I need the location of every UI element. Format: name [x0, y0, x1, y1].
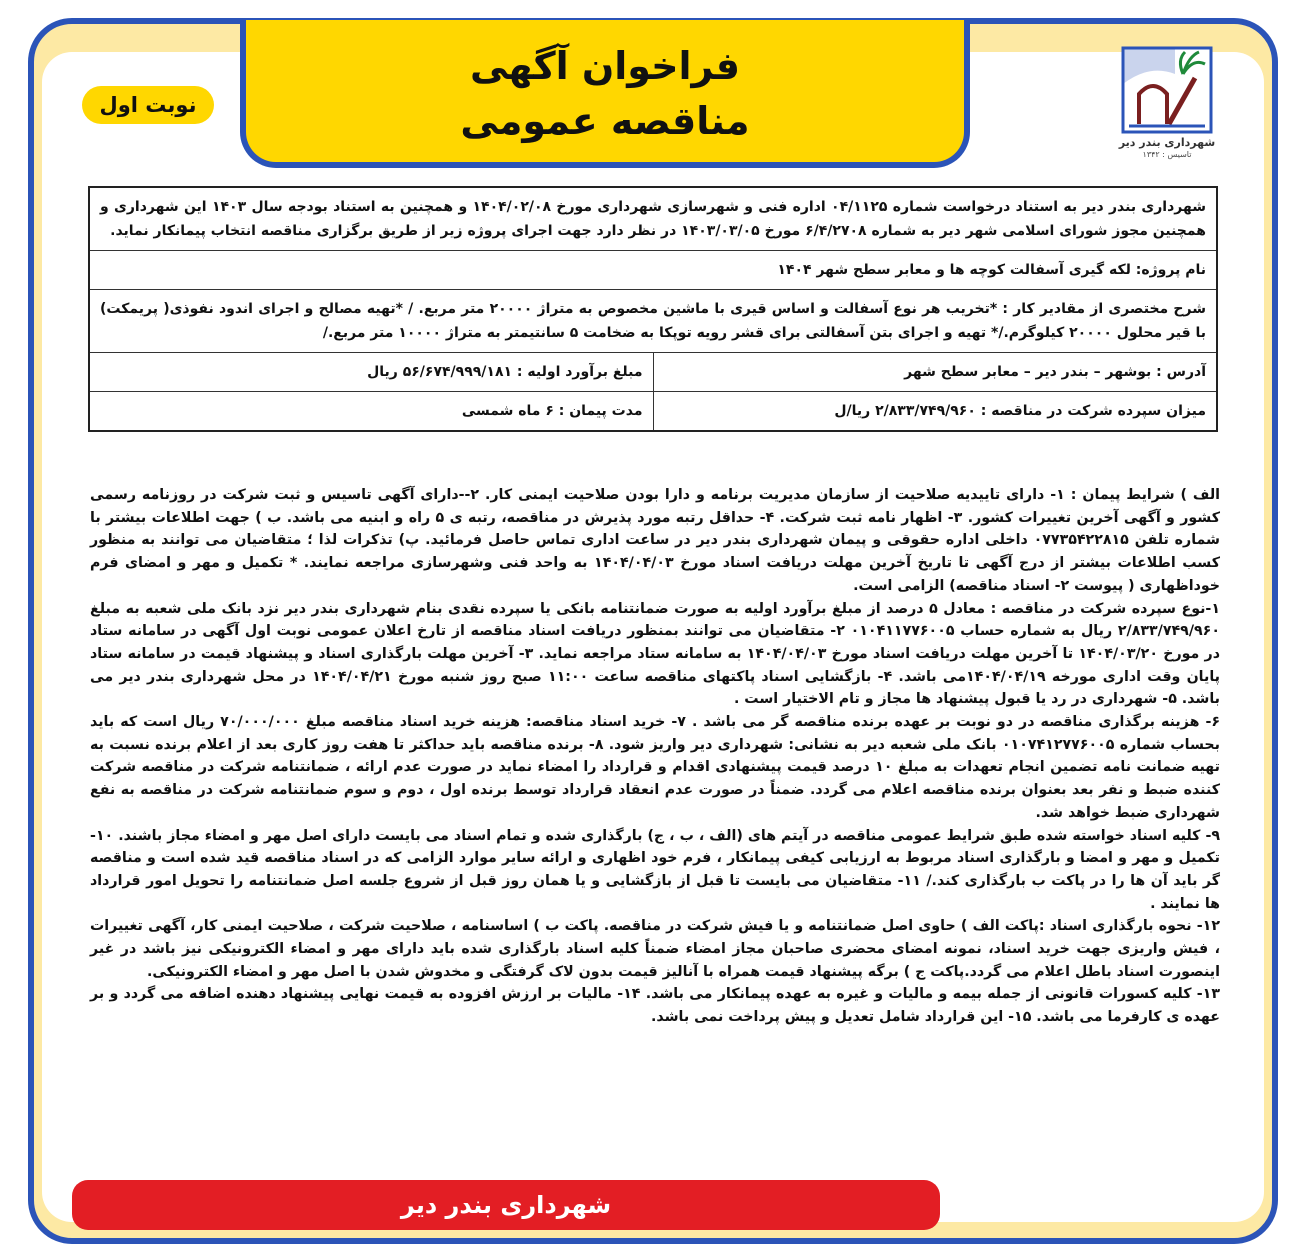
logo-emblem-icon [1119, 44, 1215, 136]
work-description-row: شرح مختصری از مقادیر کار : *تخریب هر نوع آسفالت و اساس قیری با ماشین مخصوص به متراژ ۲۰۰۰۰ متر مربع. / *تهیه مصالح و اجرای اندود نفوذی( پریمکت) با قیر محلول ۲۰۰۰۰ کیلوگرم./* تهیه و اجرای بتن آسفالتی برای قشر رویه توپکا به ضخامت ۵ سانتیمتر به متراژ ۱۰۰۰۰ متر مربع./ [90, 290, 1216, 353]
deposit-duration-row [90, 392, 1216, 430]
logo-subtitle: تاسیس : ۱۳۴۲ [1142, 150, 1192, 159]
address-estimate-row [90, 353, 1216, 392]
conditions-paragraph: ۱۲- نحوه بارگذاری اسناد :پاکت الف ) حاوی اصل ضمانتنامه و یا فیش شرکت در مناقصه. پاکت ب ) اساسنامه ، صلاحیت شرکت ، صلاحیت ایمنی کار، آگهی تغییرات ، فیش واریزی جهت خرید اسناد، نمونه امضای محضری صاحبان مجاز امضاء ضمناً کلیه اسناد بارگذاری شده باید دارای مهر و امضاء الکترونیکی نیز باشد در غیر اینصورت اسناد باطل اعلام می گردد.پاکت ج ) برگه پیشنهاد قیمت همراه با آنالیز قیمت بدون لاک گرفتگی و مخدوش شدن با اصل مهر و امضاء الکترونیکی. [90, 918, 1220, 980]
footer-banner: شهرداری بندر دیر [72, 1180, 940, 1230]
conditions-paragraph: ۶- هزینه برگذاری مناقصه در دو نوبت بر عهده برنده مناقصه گر می باشد . ۷- خرید اسناد مناقصه: هزینه خرید اسناد مناقصه مبلغ ۷۰/۰۰۰/۰۰۰ ریال است که باید بحساب شماره ۰۱۰۷۴۱۲۷۷۶۰۰۵ بانک ملی شعبه دیر به نشانی: شهرداری دیر واریز شود. ۸- برنده مناقصه باید حداکثر تا هفت روز کاری بعد از اعلام برنده نسبت به تهیه ضمانت نامه تضمین انجام تعهدات به مبلغ ۱۰ درصد قیمت پیشنهادی اقدام و قرارداد را امضاء نماید در صورت عدم ارائه ، ضمانتنامه شرکت در مناقصه شرکت کننده ضبط و نفر بعد بعنوان برنده مناقصه اعلام می گردد. ضمناً در صورت عدم انعقاد قرارداد توسط برنده اول ، دوم و سوم ضمانتنامه شرکت در مناقصه به نفع شهرداری ضبط خواهد شد. [90, 714, 1220, 821]
conditions-paragraph: ۱-نوع سپرده شرکت در مناقصه : معادل ۵ درصد از مبلغ برآورد اولیه به صورت ضمانتنامه بانکی یا سپرده نقدی بنام شهرداری بندر دیر نزد بانک ملی شعبه به مبلغ ۲/۸۳۳/۷۴۹/۹۶۰ ریال به شماره حساب ۰۱۰۴۱۱۷۷۶۰۰۵ ۲- متقاضیان می توانند بمنظور دریافت اسناد مناقصه از تارخ اعلان عمومی نوبت اول آگهی در سامانه ستاد در مورخ ۱۴۰۴/۰۳/۲۰ تا آخرین مهلت دریافت اسناد مورخ ۱۴۰۴/۰۴/۰۳ به سامانه ستاد مراجعه نماید. ۳- آخرین مهلت بارگذاری اسناد و پیشنهاد قیمت در سامانه ستاد پایان وقت اداری مورخه ۱۴۰۴/۰۴/۱۹می باشد. ۴- بازگشایی اسناد پاکتهای مناقصه ساعت ۱۱:۰۰ صبح روز شنبه مورخ ۱۴۰۴/۰۴/۲۱ در محل شهرداری بندر دیر می باشد. ۵- شهرداری در رد یا قبول پیشنهاد ها مجاز و تام الاختیار است . [90, 600, 1220, 708]
title-banner [240, 20, 970, 168]
municipality-logo [1110, 44, 1224, 166]
title-line-2: مناقصه عمومی [460, 99, 750, 143]
project-name-row: نام پروژه: لکه گیری آسفالت کوچه ها و معابر سطح شهر ۱۴۰۴ [90, 251, 1216, 290]
conditions-paragraph: الف ) شرایط پیمان : ۱- دارای تاییدیه صلاحیت از سازمان مدیریت برنامه و دارا بودن صلاحیت ایمنی کار. ۲--دارای آگهی تاسیس و ثبت شرکت در روزنامه رسمی کشور و آگهی آخرین تغییرات کشور. ۳- اظهار نامه ثبت شرکت. ۴- حداقل رتبه مورد پذیرش در مناقصه، رتبه ی ۵ راه و ابنیه می باشد. ب ) جهت اطلاعات بیشتر با شماره تلفن ۰۷۷۳۵۴۲۲۸۱۵ داخلی اداره حقوقی و پیمان شهرداری بندر دیر در ساعت اداری تماس حاصل فرمائید. پ) تذکرات لذا ؛ متقاضیان می توانند به منظور کسب اطلاعات بیشتر از درج آگهی تا تاریخ آخرین مهلت دریافت اسناد مورخ ۱۴۰۴/۰۴/۰۳ به واحد فنی وشهرسازی مراجعه نمایند. * تکمیل و مهر و امضای فرم خوداظهاری ( پیوست ۲- اسناد مناقصه) الزامی است. [90, 487, 1221, 594]
estimate-cell: مبلغ برآورد اولیه : ۵۶/۶۷۴/۹۹۹/۱۸۱ ریال [90, 353, 654, 391]
conditions-paragraph: ۹- کلیه اسناد خواسته شده طبق شرایط عمومی مناقصه در آیتم های (الف ، ب ، ج) بارگذاری شده و تمام اسناد می بایست دارای اصل مهر و امضاء مجاز باشند. ۱۰- تکمیل و مهر و امضا و بارگذاری اسناد مربوط به ارزیابی کیفی پیمانکار ، فرم خود اظهاری و ارائه سایر موارد الزامی که در اسناد مناقصه قید شده است و مناقصه گر باید آن ها را در پاکت ب بارگذاری کند./ ۱۱- متقاضیان می بایست تا قبل از بازگشایی و یا همان روز قبل از شروع جلسه اصل ضمانتنامه را تحویل امور قرارداد ها نمایند . [90, 827, 1220, 912]
duration-cell: مدت پیمان : ۶ ماه شمسی [90, 392, 654, 430]
tender-conditions [90, 484, 1220, 1029]
logo-name: شهرداری بندر دیر [1118, 136, 1216, 149]
round-badge: نوبت اول [82, 86, 214, 124]
intro-row: شهرداری بندر دیر به استناد درخواست شماره ۰۴/۱۱۲۵ اداره فنی و شهرسازی شهرداری مورخ ۱۴۰۴/۰۲/۰۸ و همچنین به استناد بودجه سال ۱۴۰۳ این شهرداری و همچنین مجوز شورای اسلامی شهر دیر به شماره ۶/۴/۲۷۰۸ مورخ ۱۴۰۳/۰۳/۰۵ در نظر دارد جهت اجرای پروژه زیر از طریق برگزاری مناقصه انتخاب پیمانکار نماید. [90, 188, 1216, 251]
title-line-1: فراخوان آگهی [469, 44, 741, 88]
address-cell: آدرس : بوشهر – بندر دیر – معابر سطح شهر [904, 364, 1206, 380]
conditions-paragraph: ۱۳- کلیه کسورات قانونی از جمله بیمه و مالیات و غیره به عهده پیمانکار می باشد. ۱۴- مالیات بر ارزش افزوده به قیمت نهایی پیشنهاد دهنده اضافه می گردد و بر عهده ی کارفرما می باشد. ۱۵- این قرارداد شامل تعدیل و پیش پرداخت نمی باشد. [90, 986, 1220, 1026]
project-info-table [88, 186, 1218, 432]
deposit-cell: میزان سپرده شرکت در مناقصه : ۲/۸۳۳/۷۴۹/۹۶۰ ریا/ل [834, 403, 1206, 419]
